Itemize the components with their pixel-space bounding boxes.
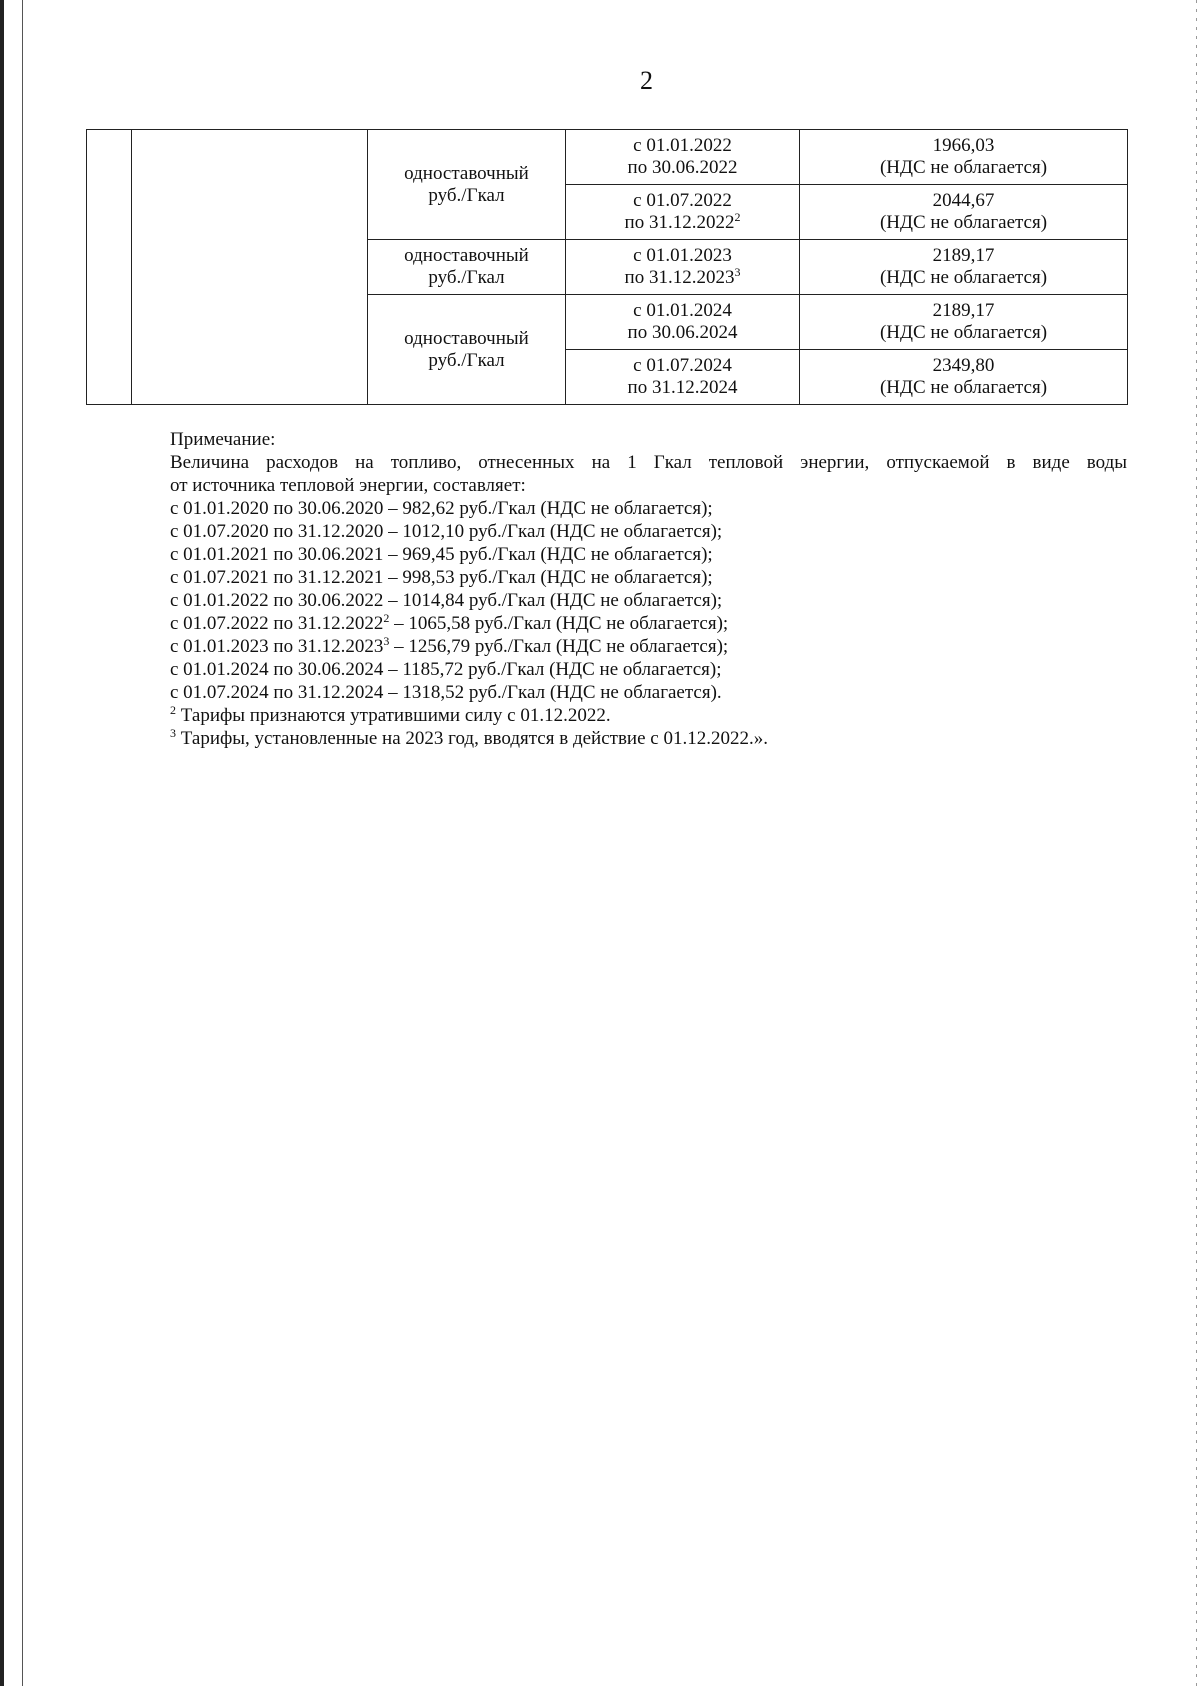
- list-item: с 01.07.2021 по 31.12.2021 – 998,53 руб./Гкал (НДС не облагается);: [170, 567, 713, 588]
- table-cell-tariff-value: 2349,80 (НДС не облагается): [800, 350, 1128, 405]
- note-intro-line: Величина расходов на топливо, отнесенных на 1 Гкал тепловой энергии, отпускаемой в виде воды: [170, 452, 1127, 473]
- scan-right-edge: [1196, 0, 1197, 1686]
- note-section: [170, 428, 1127, 750]
- scan-margin-line: [22, 0, 23, 1686]
- table-cell-tariff-type: одноставочный руб./Гкал: [368, 295, 566, 405]
- table-cell-tariff-value: 2189,17 (НДС не облагается): [800, 295, 1128, 350]
- note-heading: Примечание:: [170, 429, 276, 450]
- table-cell-period: с 01.07.2022 по 31.12.2022$^2$: [566, 185, 800, 240]
- list-item: с 01.01.2024 по 30.06.2024 – 1185,72 руб./Гкал (НДС не облагается);: [170, 659, 722, 680]
- list-item: с 01.01.2021 по 30.06.2021 – 969,45 руб./Гкал (НДС не облагается);: [170, 544, 713, 565]
- table-cell-tariff-type: одноставочный руб./Гкал: [368, 130, 566, 240]
- table-cell-tariff-value: 2044,67 (НДС не облагается): [800, 185, 1128, 240]
- table-row: [87, 130, 1128, 185]
- list-item: с 01.01.2023 по 31.12.2023$^3$ – 1256,79 руб./Гкал (НДС не облагается);: [170, 634, 729, 657]
- footnote: $^2$ Тарифы признаются утратившими силу с 01.12.2022.: [170, 703, 611, 726]
- table-cell-organization: [132, 130, 368, 405]
- table-cell-period: с 01.01.2022 по 30.06.2022: [566, 130, 800, 185]
- table-cell-period: с 01.01.2023 по 31.12.2023$^3$: [566, 240, 800, 295]
- table-cell-tariff-type: одноставочный руб./Гкал: [368, 240, 566, 295]
- list-item: с 01.01.2022 по 30.06.2022 – 1014,84 руб./Гкал (НДС не облагается);: [170, 590, 723, 611]
- list-item: с 01.07.2022 по 31.12.2022$^2$ – 1065,58 руб./Гкал (НДС не облагается);: [170, 611, 729, 634]
- table-cell-period: с 01.07.2024 по 31.12.2024: [566, 350, 800, 405]
- tariff-table: [86, 129, 1128, 405]
- table-cell-number: [87, 130, 132, 405]
- list-item: с 01.07.2024 по 31.12.2024 – 1318,52 руб./Гкал (НДС не облагается).: [170, 682, 722, 703]
- list-item: с 01.01.2020 по 30.06.2020 – 982,62 руб./Гкал (НДС не облагается);: [170, 498, 713, 519]
- page-number: 2: [640, 66, 653, 95]
- table-cell-tariff-value: 1966,03 (НДС не облагается): [800, 130, 1128, 185]
- table-cell-tariff-value: 2189,17 (НДС не облагается): [800, 240, 1128, 295]
- list-item: с 01.07.2020 по 31.12.2020 – 1012,10 руб./Гкал (НДС не облагается);: [170, 521, 723, 542]
- note-intro-line: от источника тепловой энергии, составляет:: [170, 475, 526, 496]
- table-cell-period: с 01.01.2024 по 30.06.2024: [566, 295, 800, 350]
- footnote: $^3$ Тарифы, установленные на 2023 год, вводятся в действие с 01.12.2022.».: [170, 726, 768, 749]
- scan-left-edge: [0, 0, 4, 1686]
